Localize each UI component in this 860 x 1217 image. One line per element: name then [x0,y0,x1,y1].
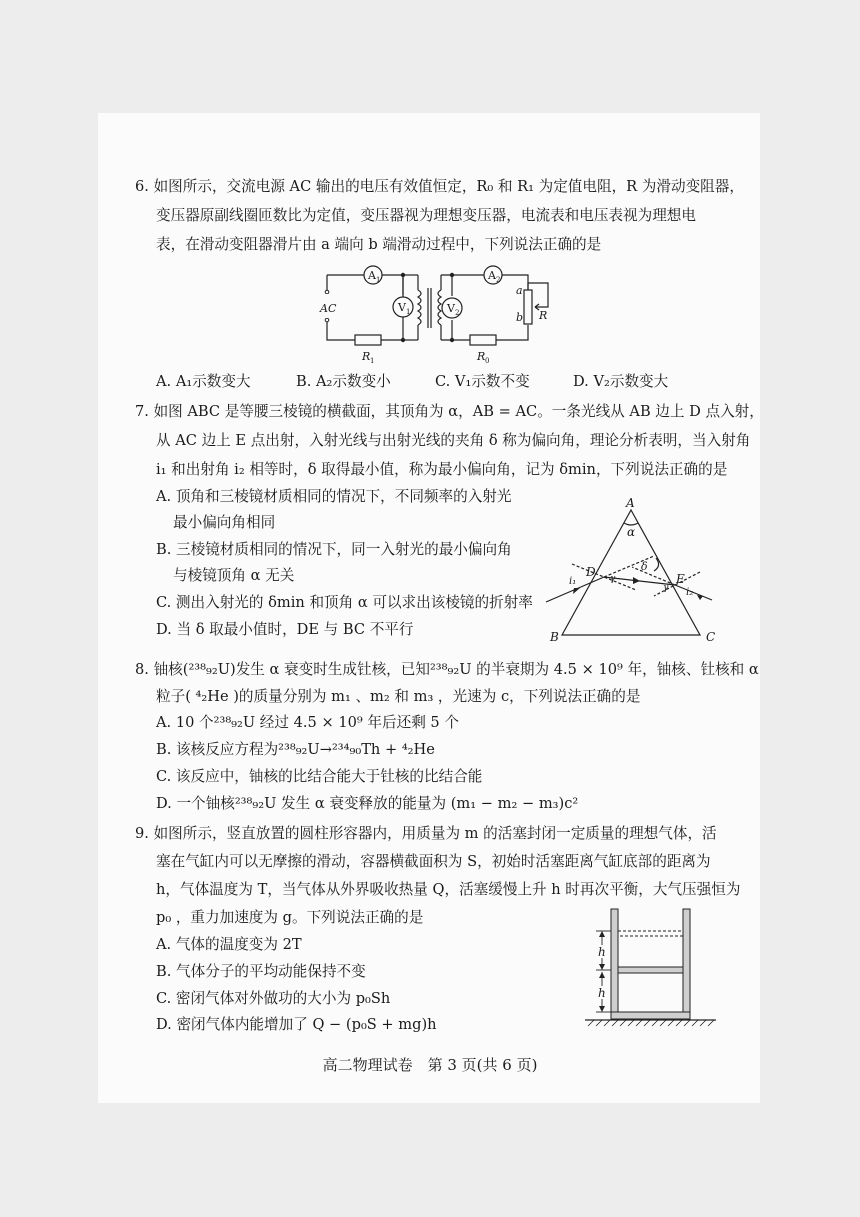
ammeter-a2-subscript: 2 [496,276,501,284]
q7-option-a-cont: 最小偏向角相同 [173,514,276,531]
q7-option-b[interactable]: B. 三棱镜材质相同的情况下，同一入射光的最小偏向角 [156,541,512,558]
q6-line-3: 表，在滑动变阻器滑片由 a 端向 b 端滑动过程中，下列说法正确的是 [156,236,602,253]
q6-option-c[interactable]: C. V₁示数不变 [435,373,530,390]
resistor-r1-subscript: 1 [370,357,375,365]
q9-option-b[interactable]: B. 气体分子的平均动能保持不变 [156,963,366,980]
ac-source-label: AC [320,302,337,315]
q9-line-2: 塞在气缸内可以无摩擦的滑动，容器横截面积为 S，初始时活塞距离气缸底部的距离为 [156,853,711,870]
incidence-angle-i1: i₁ [569,576,577,587]
point-e-label: E [676,572,685,586]
exit-angle-i2: i₂ [686,587,694,598]
q8-option-b[interactable]: B. 该核反应方程为²³⁸₉₂U→²³⁴₉₀Th + ⁴₂He [156,741,435,758]
q9-option-d[interactable]: D. 密闭气体内能增加了 Q − (p₀S + mg)h [156,1016,437,1033]
q7-option-b-cont: 与棱镜顶角 α 无关 [173,567,295,584]
q7-option-c[interactable]: C. 测出入射光的 δmin 和顶角 α 可以求出该棱镜的折射率 [156,594,533,611]
q9-line-3: h，气体温度为 T，当气体从外界吸收热量 Q，活塞缓慢上升 h 时再次平衡，大气压强恒为 [156,881,741,898]
rheostat-r-label: R [539,309,548,322]
vertex-a-label: A [626,496,635,510]
resistor-r1-label: R [362,350,371,363]
q8-option-d[interactable]: D. 一个铀核²³⁸₉₂U 发生 α 衰变释放的能量为 (m₁ − m₂ − m₃)c² [156,795,579,812]
q6-option-a[interactable]: A. A₁示数变大 [156,373,251,390]
apex-angle-alpha: α [627,525,636,539]
q7-line-3: i₁ 和出射角 i₂ 相等时，δ 取得最小值，称为最小偏向角，记为 δmin，下列说法正确的是 [156,461,728,478]
q8-line-1: 8. 铀核(²³⁸₉₂U)发生 α 衰变时生成钍核，已知²³⁸₉₂U 的半衰期为 4.5 × 10⁹ 年，铀核、钍核和 α [135,661,759,678]
refraction-angle-gamma-2: γ [663,583,669,593]
refraction-angle-gamma-1: γ [610,574,616,584]
ammeter-a1-label: A [368,269,376,282]
voltmeter-v1-label: V [398,301,406,314]
point-d-label: D [586,565,596,579]
q9-line-1: 9. 如图所示，竖直放置的圆柱形容器内，用质量为 m 的活塞封闭一定质量的理想气体，活 [135,825,717,842]
q9-line-4: p₀ ，重力加速度为 g。下列说法正确的是 [156,909,424,926]
resistor-r0-subscript: 0 [485,357,490,365]
q7-line-1: 7. 如图 ABC 是等腰三棱镜的横截面，其顶角为 α，AB = AC。一条光线从 AB 边上 D 点入射， [135,403,764,420]
ammeter-a2-label: A [488,269,496,282]
q6-option-d[interactable]: D. V₂示数变大 [573,373,669,390]
q6-line-2: 变压器原副线圈匝数比为定值，变压器视为理想变压器，电流表和电压表视为理想电 [156,207,696,224]
vertex-c-label: C [706,630,716,644]
q7-option-a[interactable]: A. 顶角和三棱镜材质相同的情况下，不同频率的入射光 [156,488,512,505]
vertex-b-label: B [550,630,559,644]
q9-option-a[interactable]: A. 气体的温度变为 2T [156,936,302,953]
q8-option-c[interactable]: C. 该反应中，铀核的比结合能大于钍核的比结合能 [156,768,483,785]
ammeter-a1-subscript: 1 [376,276,381,284]
rheostat-end-b-label: b [516,311,524,324]
rheostat-end-a-label: a [516,284,523,297]
resistor-r0-label: R [477,350,486,363]
voltmeter-v1-subscript: 1 [406,308,411,316]
voltmeter-v2-label: V [447,302,455,315]
q6-option-b[interactable]: B. A₂示数变小 [296,373,391,390]
q7-line-2: 从 AC 边上 E 点出射，入射光线与出射光线的夹角 δ 称为偏向角，理论分析表明，当入射角 [156,432,751,449]
height-label-lower: h [598,986,606,1000]
deviation-angle-delta: δ [641,560,648,573]
q8-line-2: 粒子( ⁴₂He )的质量分别为 m₁ 、m₂ 和 m₃ ，光速为 c，下列说法正确的是 [156,688,641,705]
q9-option-c[interactable]: C. 密闭气体对外做功的大小为 p₀Sh [156,990,391,1007]
q7-option-d[interactable]: D. 当 δ 取最小值时，DE 与 BC 不平行 [156,621,414,638]
q6-line-1: 6. 如图所示，交流电源 AC 输出的电压有效值恒定，R₀ 和 R₁ 为定值电阻，R 为滑动变阻器， [135,178,744,195]
voltmeter-v2-subscript: 2 [455,309,460,317]
page-footer: 高二物理试卷 第 3 页(共 6 页) [322,1056,538,1074]
q8-option-a[interactable]: A. 10 个²³⁸₉₂U 经过 4.5 × 10⁹ 年后还剩 5 个 [156,714,459,731]
height-label-upper: h [598,945,606,959]
